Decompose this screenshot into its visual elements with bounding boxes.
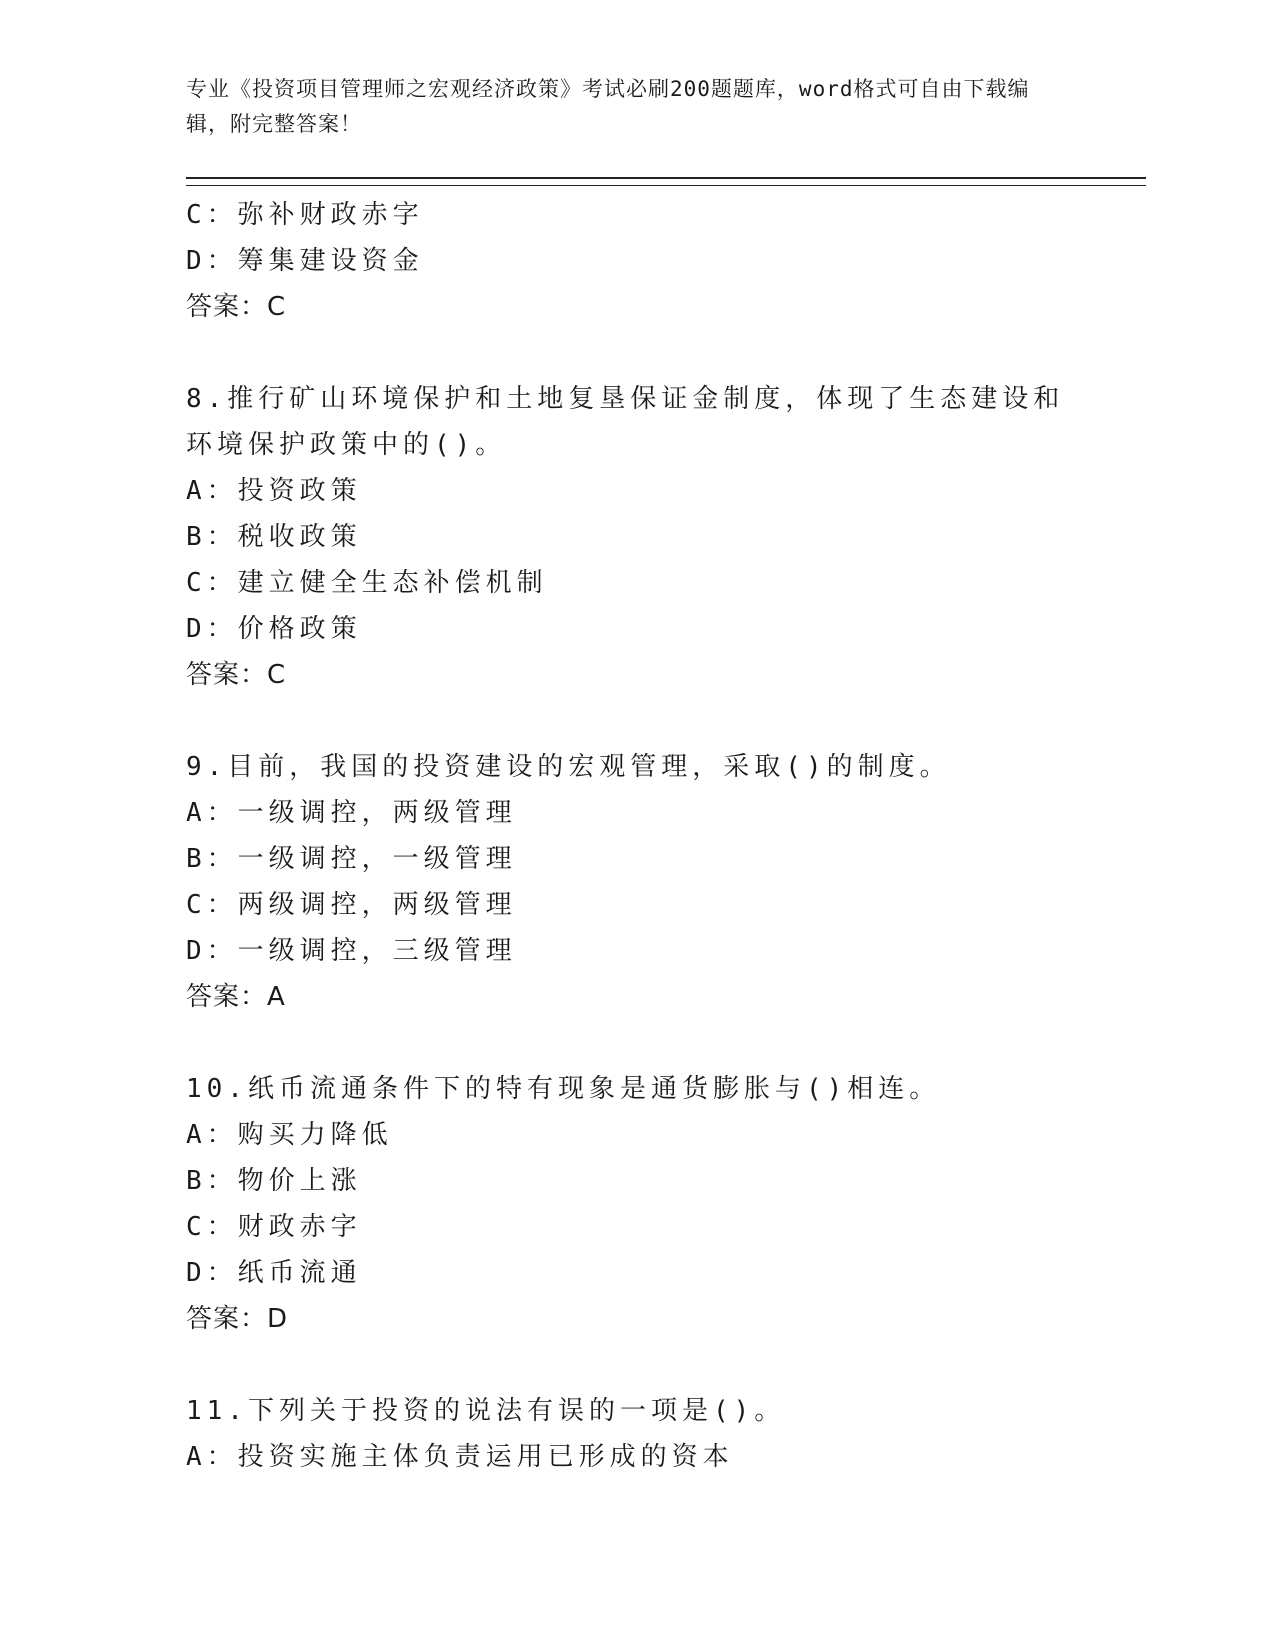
question-block (186, 1388, 1146, 1480)
header-text: 专业《投资项目管理师之宏观经济政策》考试必刷200题题库，word格式可自由下载编辑，附完整答案！ (186, 77, 1030, 136)
option-b: B：一级调控，一级管理 (186, 844, 517, 874)
answer-line: 答案：C (186, 292, 287, 322)
answer-line: 答案：C (186, 660, 287, 690)
question-block (186, 376, 1146, 698)
question-block (186, 744, 1146, 1020)
block-spacer (186, 1020, 1146, 1066)
question-block (186, 1066, 1146, 1342)
option-d: D：一级调控，三级管理 (186, 936, 517, 966)
question-content (186, 192, 1146, 1480)
answer-line: 答案：D (186, 1304, 289, 1334)
question-text: 11.下列关于投资的说法有误的一项是()。 (186, 1396, 786, 1426)
option-a: A：投资政策 (186, 476, 362, 506)
option-b: B：税收政策 (186, 522, 362, 552)
question-text: 10.纸币流通条件下的特有现象是通货膨胀与()相连。 (186, 1074, 941, 1104)
option-c: C：建立健全生态补偿机制 (186, 568, 548, 598)
block-spacer (186, 698, 1146, 744)
option-c: C：弥补财政赤字 (186, 200, 424, 230)
question-text: 9.目前，我国的投资建设的宏观管理，采取()的制度。 (186, 752, 951, 782)
block-spacer (186, 330, 1146, 376)
option-a: A：投资实施主体负责运用已形成的资本 (186, 1442, 734, 1472)
option-d: D：纸币流通 (186, 1258, 362, 1288)
option-d: D：筹集建设资金 (186, 246, 424, 276)
option-c: C：财政赤字 (186, 1212, 362, 1242)
option-b: B：物价上涨 (186, 1166, 362, 1196)
block-spacer (186, 1342, 1146, 1388)
question-text: 8.推行矿山环境保护和土地复垦保证金制度，体现了生态建设和环境保护政策中的()。 (186, 384, 1065, 460)
option-a: A：一级调控，两级管理 (186, 798, 517, 828)
header-divider (186, 177, 1146, 186)
option-a: A：购买力降低 (186, 1120, 393, 1150)
question-block (186, 192, 1146, 330)
option-c: C：两级调控，两级管理 (186, 890, 517, 920)
option-d: D：价格政策 (186, 614, 362, 644)
answer-line: 答案：A (186, 982, 286, 1012)
document-header (186, 72, 1066, 142)
